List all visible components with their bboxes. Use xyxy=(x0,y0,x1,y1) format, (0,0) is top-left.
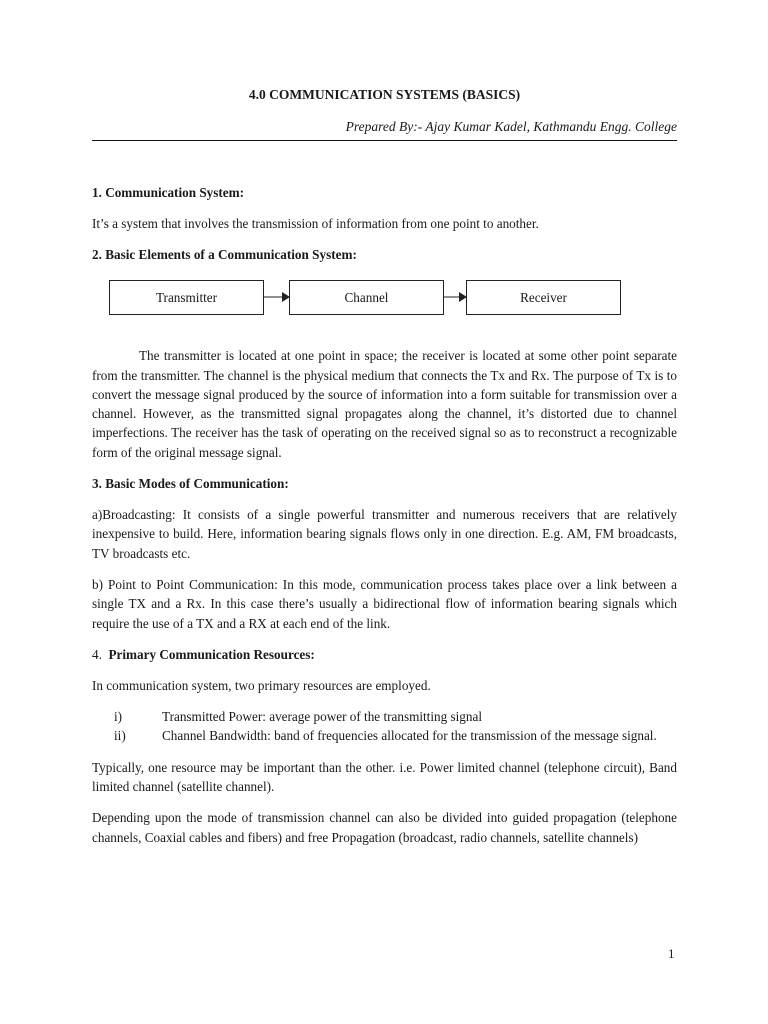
resources-list xyxy=(92,707,677,746)
section-4-heading xyxy=(92,645,677,664)
section-4-title: Primary Communication Resources: xyxy=(108,646,315,662)
list-item-text: Channel Bandwidth: band of frequencies allocated for the transmission of the message signal. xyxy=(162,728,657,744)
header-divider xyxy=(92,140,677,141)
section-1-heading: 1. Communication System: xyxy=(92,185,245,200)
document-body xyxy=(92,183,677,859)
arrow-right-icon xyxy=(444,290,467,304)
section-1-text: It’s a system that involves the transmission of information from one point to another. xyxy=(92,216,539,231)
section-4-number: 4. xyxy=(92,646,102,662)
section-4-intro: In communication system, two primary resources are employed. xyxy=(92,677,431,693)
author-line: Prepared By:- Ajay Kumar Kadel, Kathmandu Engg. College xyxy=(345,119,677,134)
page-title: 4.0 COMMUNICATION SYSTEMS (BASICS) xyxy=(248,87,521,102)
list-item-text: Transmitted Power: average power of the transmitting signal xyxy=(162,709,482,725)
channel-block xyxy=(289,280,444,315)
list-item-number: ii) xyxy=(114,728,126,744)
receiver-block xyxy=(466,280,621,315)
transmitter-block xyxy=(109,280,264,315)
list-item xyxy=(92,707,677,726)
section-2-heading: 2. Basic Elements of a Communication System: xyxy=(92,247,357,263)
section-2-text: The transmitter is located at one point in space; the receiver is located at some other point separate from the transmitter. The channel is the physical medium that connects the Tx and Rx. The purpose of Tx is to convert the message signal produced by the source of information into a form suitable for transmission over a channel. However, as the transmitted signal propagates along the channel, it’s distorted due to channel imperfections. The receiver has the task of operating on the received signal so as to reconstruct a recognizable form of the original message signal. xyxy=(92,348,677,460)
list-item xyxy=(92,726,677,745)
arrow-right-icon xyxy=(264,290,290,304)
transmitter-label: Transmitter xyxy=(155,289,218,305)
receiver-label: Receiver xyxy=(520,289,567,305)
broadcasting-paragraph: a)Broadcasting: It consists of a single powerful transmitter and numerous receivers that are relatively inexpensive to build. Here, information bearing signals flows only in one direction. E.g. AM, FM broadcasts, TV broadcasts etc. xyxy=(92,507,677,561)
resource-tradeoff-paragraph: Typically, one resource may be important than the other. i.e. Power limited channel (telephone circuit), Band limited channel (satellite channel). xyxy=(92,759,677,795)
point-to-point-paragraph: b) Point to Point Communication: In this mode, communication process takes place over a link between a single TX and a Rx. In this case there’s usually a bidirectional flow of information bearing signals which require the use of a TX and a RX at each end of the link. xyxy=(92,576,677,631)
section-3-heading: 3. Basic Modes of Communication: xyxy=(92,476,289,492)
channel-label: Channel xyxy=(344,289,389,305)
list-item-number: i) xyxy=(114,709,123,725)
block-diagram xyxy=(92,276,677,334)
propagation-paragraph: Depending upon the mode of transmission channel can also be divided into guided propagation (telephone channels, Coaxial cables and fibers) and free Propagation (broadcast, radio channels, satellite channels) xyxy=(92,810,677,845)
page-number: 1 xyxy=(668,946,675,961)
